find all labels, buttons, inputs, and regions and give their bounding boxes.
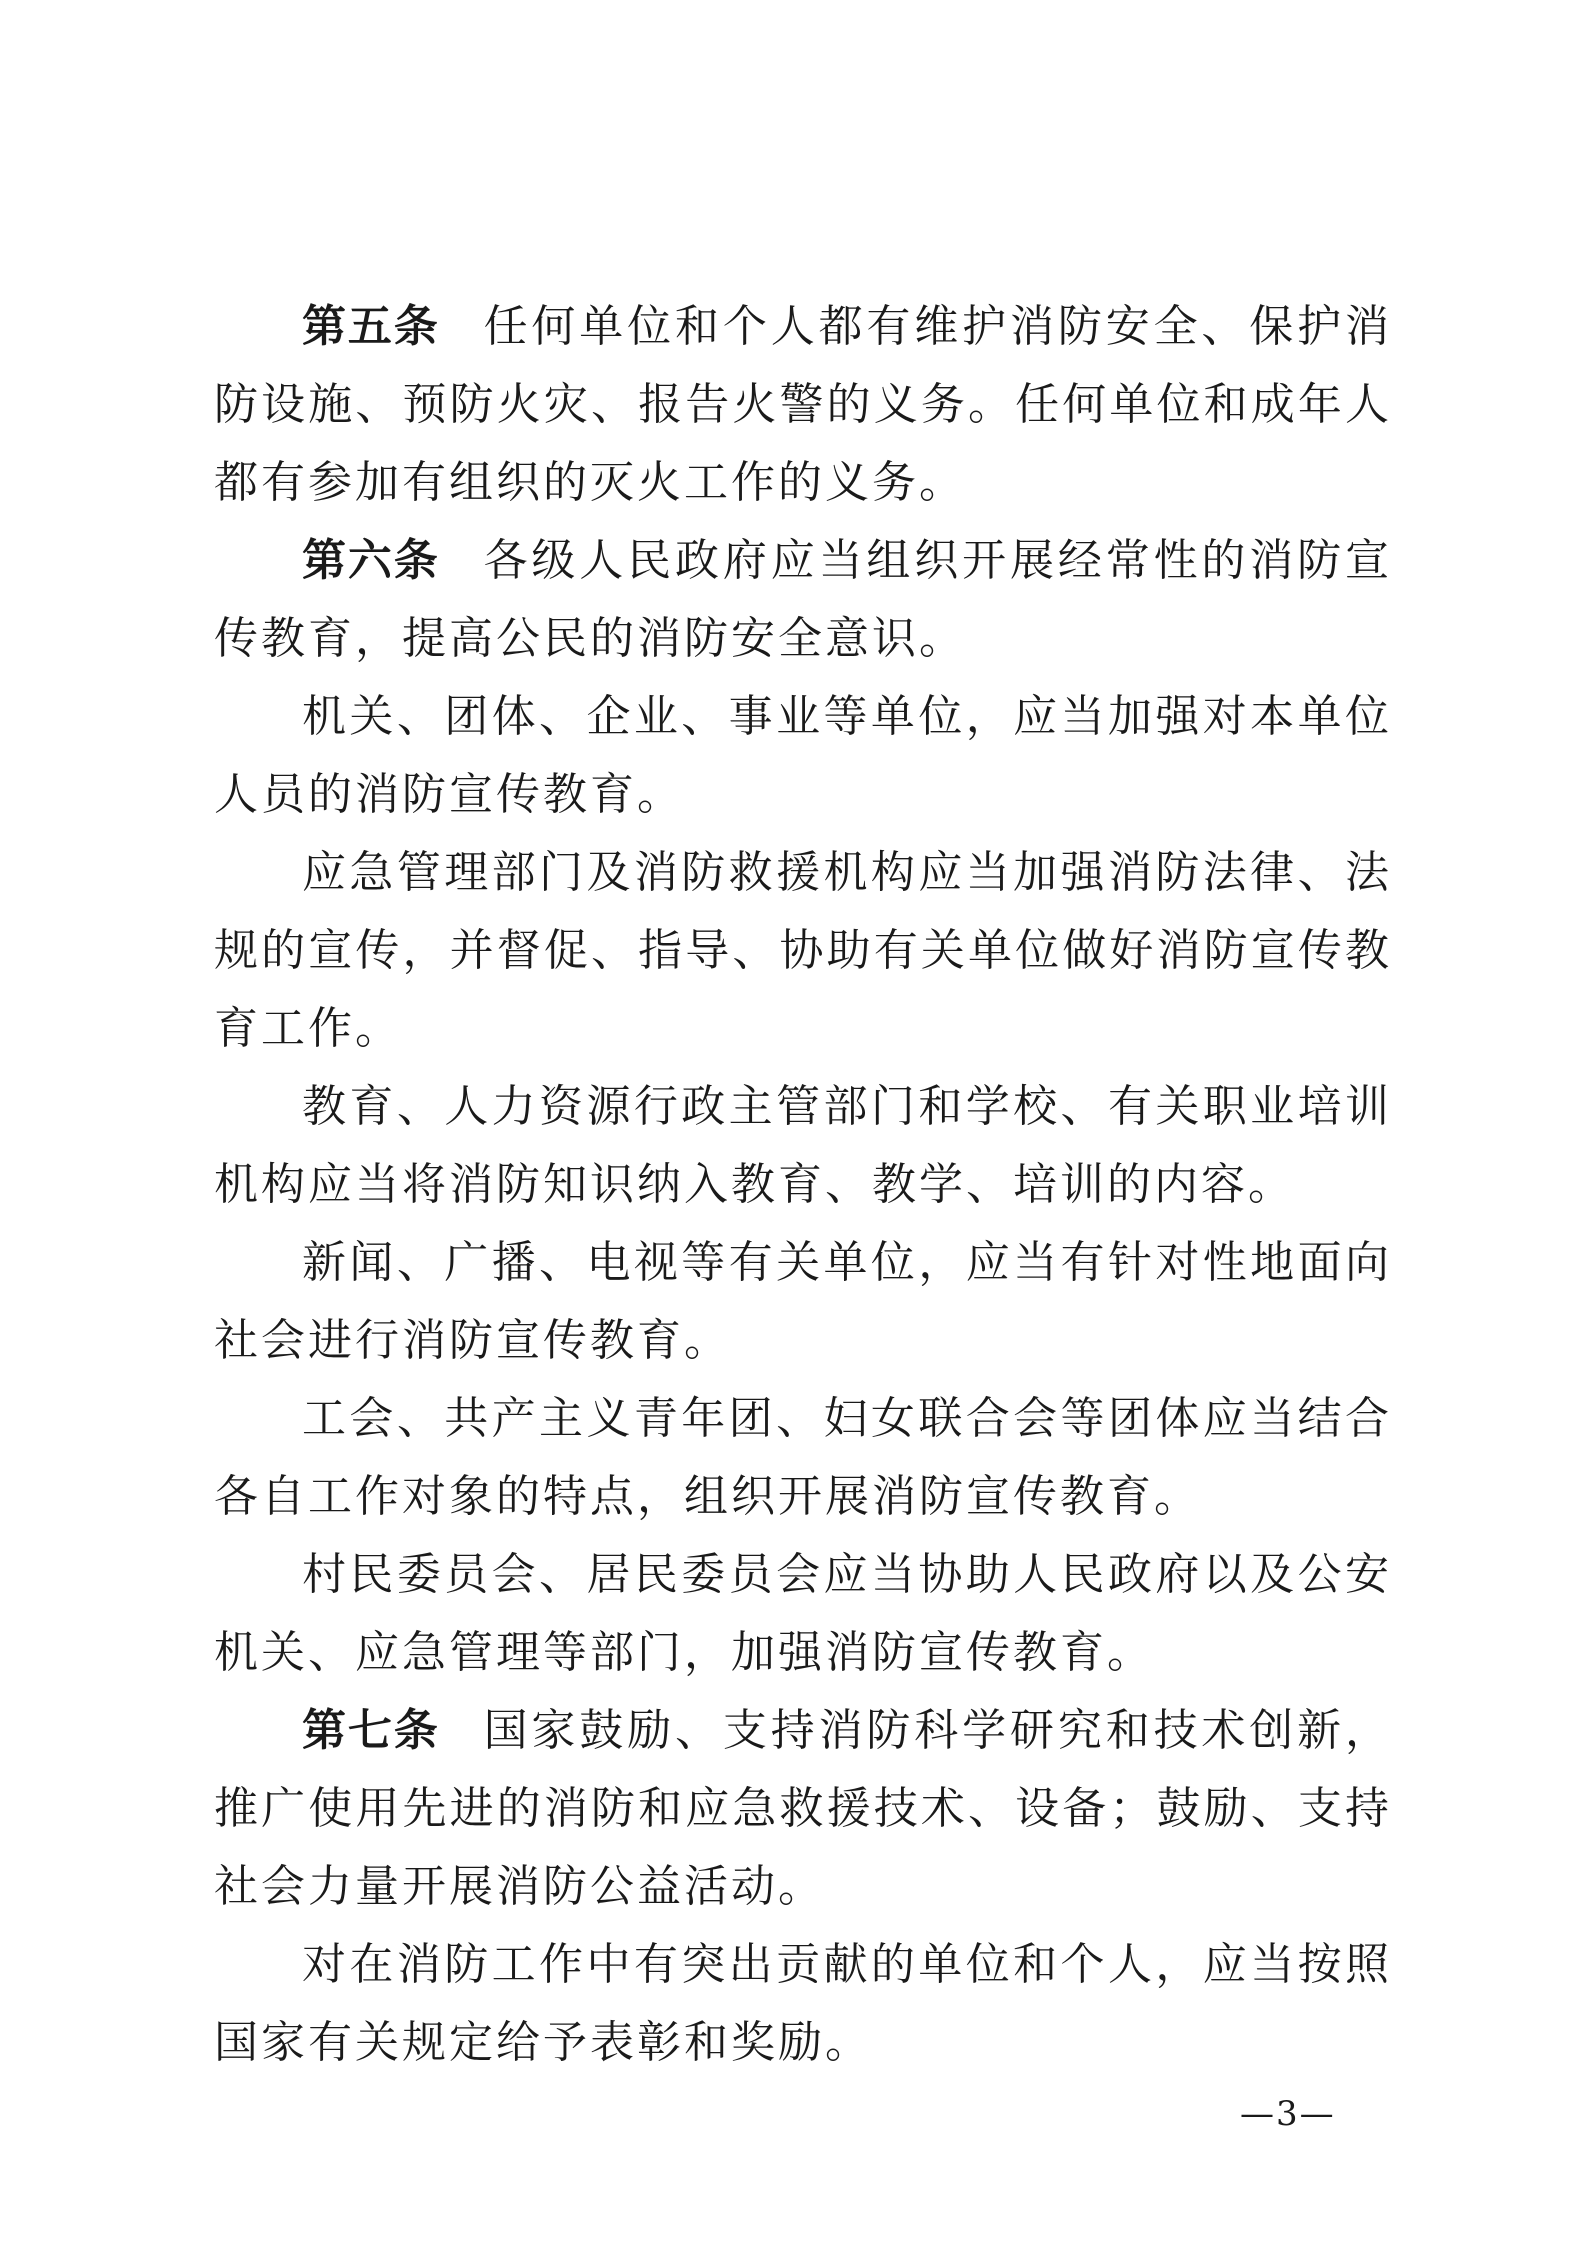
paragraph-text: 工会、共产主义青年团、妇女联合会等团体应当结合各自工作对象的特点，组织开展消防宣传教育。 xyxy=(214,1393,1392,1522)
paragraph-text: 对在消防工作中有突出贡献的单位和个人，应当按照国家有关规定给予表彰和奖励。 xyxy=(214,1939,1392,2068)
page-number: —3— xyxy=(1240,2094,1336,2134)
article-number: 第六条 xyxy=(302,535,440,586)
paragraph-text: 各级人民政府应当组织开展经常性的消防宣传教育，提高公民的消防安全意识。 xyxy=(214,535,1393,664)
paragraph xyxy=(214,1068,1392,1224)
paragraph-text: 村民委员会、居民委员会应当协助人民政府以及公安机关、应急管理等部门，加强消防宣传教育。 xyxy=(214,1549,1392,1678)
paragraph-article-5 xyxy=(214,288,1392,522)
paragraph-article-7 xyxy=(214,1692,1392,1926)
paragraph-text: 国家鼓励、支持消防科学研究和技术创新，推广使用先进的消防和应急救援技术、设备；鼓励、支持社会力量开展消防公益活动。 xyxy=(214,1705,1393,1912)
paragraph-text: 任何单位和个人都有维护消防安全、保护消防设施、预防火灾、报告火警的义务。任何单位和成年人都有参加有组织的灭火工作的义务。 xyxy=(214,301,1393,508)
paragraph-text: 新闻、广播、电视等有关单位，应当有针对性地面向社会进行消防宣传教育。 xyxy=(214,1237,1392,1366)
paragraph xyxy=(214,1536,1392,1692)
paragraph xyxy=(214,1380,1392,1536)
paragraph-text: 机关、团体、企业、事业等单位，应当加强对本单位人员的消防宣传教育。 xyxy=(214,691,1392,820)
paragraph-text: 应急管理部门及消防救援机构应当加强消防法律、法规的宣传，并督促、指导、协助有关单位做好消防宣传教育工作。 xyxy=(214,847,1392,1054)
document-body xyxy=(214,288,1392,2082)
paragraph xyxy=(214,1224,1392,1380)
paragraph xyxy=(214,1926,1392,2082)
article-number: 第五条 xyxy=(302,301,440,352)
paragraph-text: 教育、人力资源行政主管部门和学校、有关职业培训机构应当将消防知识纳入教育、教学、培训的内容。 xyxy=(214,1081,1392,1210)
paragraph xyxy=(214,678,1392,834)
paragraph xyxy=(214,834,1392,1068)
article-number: 第七条 xyxy=(302,1705,440,1756)
paragraph-article-6 xyxy=(214,522,1392,678)
